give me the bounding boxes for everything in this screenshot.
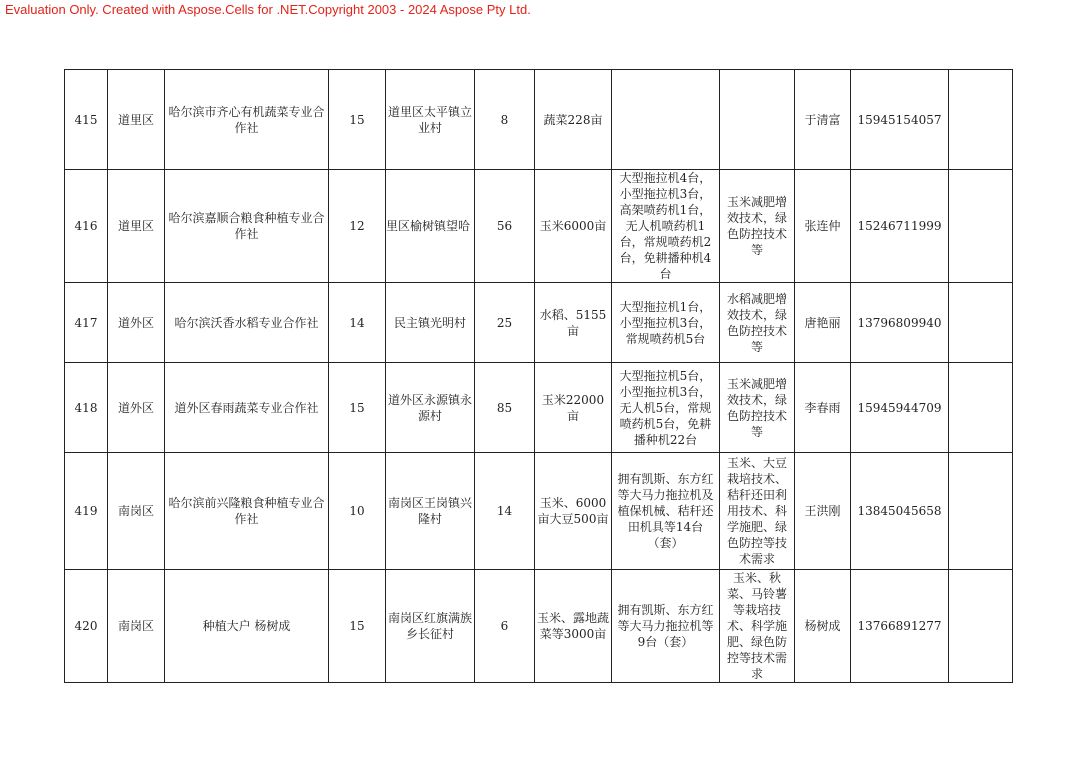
cooperative-name-cell: 哈尔滨市齐心有机蔬菜专业合作社 (165, 70, 329, 170)
phone-cell: 13766891277 (851, 570, 949, 683)
tech-need-cell (720, 70, 795, 170)
tech-need-cell: 玉米、大豆栽培技术、秸秆还田利用技术、科学施肥、绿色防控等技术需求 (720, 453, 795, 570)
cooperative-name-cell: 道外区春雨蔬菜专业合作社 (165, 363, 329, 453)
row-number: 418 (65, 363, 108, 453)
contact-person-cell: 张连仲 (795, 170, 851, 283)
machinery-cell (612, 70, 720, 170)
note-cell (949, 363, 1013, 453)
district-cell: 道里区 (108, 170, 165, 283)
contact-person-cell: 李春雨 (795, 363, 851, 453)
contact-person-cell: 杨树成 (795, 570, 851, 683)
crop-area-cell: 玉米、露地蔬菜等3000亩 (535, 570, 612, 683)
row-number: 415 (65, 70, 108, 170)
table-row (65, 363, 1013, 453)
district-cell: 南岗区 (108, 453, 165, 570)
members-cell: 85 (475, 363, 535, 453)
phone-cell: 15945944709 (851, 363, 949, 453)
count-cell: 12 (329, 170, 386, 283)
cooperative-name-cell: 哈尔滨前兴隆粮食种植专业合作社 (165, 453, 329, 570)
machinery-cell: 大型拖拉机4台，小型拖拉机3台，高架喷药机1台，无人机喷药机1台，常规喷药机2台，免耕播种机4台 (612, 170, 720, 283)
phone-cell: 13796809940 (851, 283, 949, 363)
district-cell: 南岗区 (108, 570, 165, 683)
location-cell: 道里区太平镇立业村 (386, 70, 475, 170)
table-row (65, 570, 1013, 683)
members-cell: 14 (475, 453, 535, 570)
tech-need-cell: 玉米减肥增效技术，绿色防控技术等 (720, 170, 795, 283)
machinery-cell: 拥有凯斯、东方红等大马力拖拉机及植保机械、秸秆还田机具等14台（套） (612, 453, 720, 570)
note-cell (949, 283, 1013, 363)
note-cell (949, 170, 1013, 283)
table-row (65, 170, 1013, 283)
contact-person-cell: 唐艳丽 (795, 283, 851, 363)
phone-cell: 15945154057 (851, 70, 949, 170)
cooperative-table (64, 69, 1013, 683)
location-cell: 里区榆树镇望哈 (386, 170, 475, 283)
phone-cell: 15246711999 (851, 170, 949, 283)
cooperative-name-cell: 哈尔滨沃香水稻专业合作社 (165, 283, 329, 363)
note-cell (949, 70, 1013, 170)
count-cell: 15 (329, 70, 386, 170)
note-cell (949, 570, 1013, 683)
table-row (65, 70, 1013, 170)
table-row (65, 453, 1013, 570)
row-number: 416 (65, 170, 108, 283)
tech-need-cell: 水稻减肥增效技术，绿色防控技术等 (720, 283, 795, 363)
machinery-cell: 大型拖拉机5台，小型拖拉机3台，无人机5台，常规喷药机5台，免耕播种机22台 (612, 363, 720, 453)
tech-need-cell: 玉米减肥增效技术，绿色防控技术等 (720, 363, 795, 453)
row-number: 420 (65, 570, 108, 683)
table-row (65, 283, 1013, 363)
district-cell: 道里区 (108, 70, 165, 170)
count-cell: 14 (329, 283, 386, 363)
members-cell: 25 (475, 283, 535, 363)
district-cell: 道外区 (108, 283, 165, 363)
crop-area-cell: 水稻、5155亩 (535, 283, 612, 363)
location-cell: 南岗区红旗满族乡长征村 (386, 570, 475, 683)
crop-area-cell: 玉米、6000亩大豆500亩 (535, 453, 612, 570)
location-cell: 道外区永源镇永源村 (386, 363, 475, 453)
phone-cell: 13845045658 (851, 453, 949, 570)
contact-person-cell: 于清富 (795, 70, 851, 170)
members-cell: 8 (475, 70, 535, 170)
members-cell: 6 (475, 570, 535, 683)
location-cell: 南岗区王岗镇兴隆村 (386, 453, 475, 570)
crop-area-cell: 玉米6000亩 (535, 170, 612, 283)
note-cell (949, 453, 1013, 570)
crop-area-cell: 蔬菜228亩 (535, 70, 612, 170)
row-number: 417 (65, 283, 108, 363)
crop-area-cell: 玉米22000亩 (535, 363, 612, 453)
count-cell: 15 (329, 363, 386, 453)
cooperative-name-cell: 种植大户 杨树成 (165, 570, 329, 683)
cooperative-name-cell: 哈尔滨嘉顺合粮食种植专业合作社 (165, 170, 329, 283)
contact-person-cell: 王洪刚 (795, 453, 851, 570)
count-cell: 10 (329, 453, 386, 570)
evaluation-watermark: Evaluation Only. Created with Aspose.Cells for .NET.Copyright 2003 - 2024 Aspose Pty Ltd. (5, 2, 531, 17)
count-cell: 15 (329, 570, 386, 683)
tech-need-cell: 玉米、秋菜、马铃薯等栽培技术、科学施肥、绿色防控等技术需求 (720, 570, 795, 683)
district-cell: 道外区 (108, 363, 165, 453)
machinery-cell: 拥有凯斯、东方红等大马力拖拉机等9台（套） (612, 570, 720, 683)
machinery-cell: 大型拖拉机1台，小型拖拉机3台，常规喷药机5台 (612, 283, 720, 363)
members-cell: 56 (475, 170, 535, 283)
location-cell: 民主镇光明村 (386, 283, 475, 363)
row-number: 419 (65, 453, 108, 570)
